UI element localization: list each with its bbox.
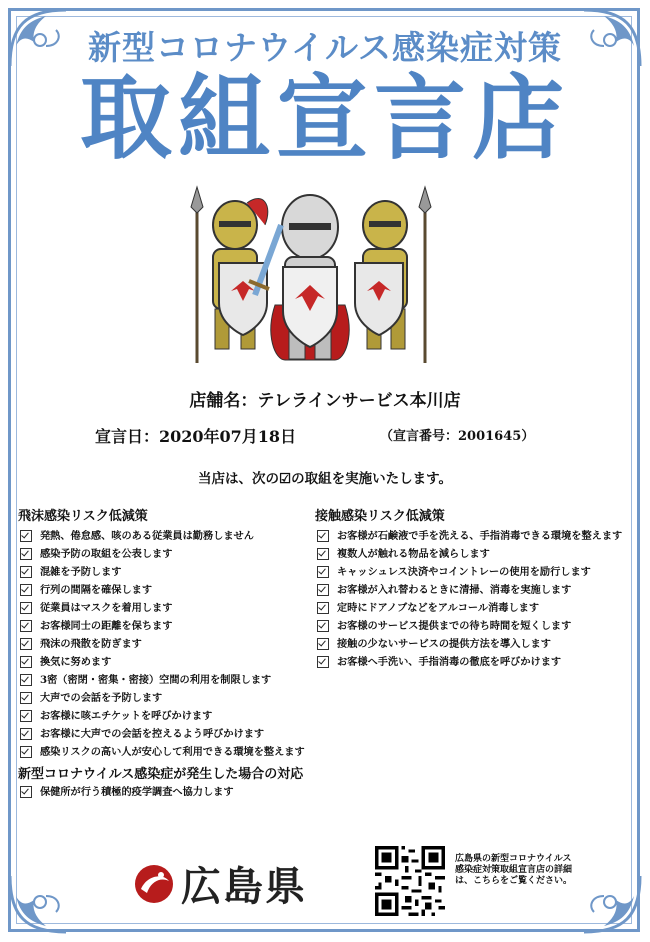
outbreak-heading: 新型コロナウイルス感染症が発生した場合の対応	[18, 767, 304, 782]
checkbox-checked-icon	[20, 692, 32, 704]
list-item: 感染予防の取組を公表します	[18, 545, 318, 563]
checkbox-checked-icon	[20, 656, 32, 668]
checkbox-checked-icon	[20, 548, 32, 560]
list-item: 感染リスクの高い人が安心して利用できる環境を整えます	[18, 743, 318, 761]
list-item: お客様へ手洗い、手指消毒の徹底を呼びかけます	[315, 653, 635, 671]
checkbox-checked-icon	[317, 584, 329, 596]
right-column	[315, 505, 635, 671]
checkbox-checked-icon	[20, 674, 32, 686]
list-item: キャッシュレス決済やコイントレーの使用を励行します	[315, 563, 635, 581]
corner-ornament	[574, 866, 644, 936]
checkbox-checked-icon	[317, 656, 329, 668]
logo-text: 広島県	[181, 863, 307, 910]
list-item: お客様が石鹸液で手を洗える、手指消毒できる環境を整えます	[315, 527, 635, 545]
left-column	[18, 505, 318, 801]
corner-ornament	[6, 866, 76, 936]
subtitle-heading: 新型コロナウイルス感染症対策	[87, 28, 563, 67]
list-item: 発熱、倦怠感、咳のある従業員は勤務しません	[18, 527, 318, 545]
contact-heading: 接触感染リスク低減策	[315, 509, 445, 524]
hiroshima-logo	[133, 855, 307, 912]
checkbox-checked-icon	[20, 786, 32, 798]
checkbox-checked-icon	[20, 584, 32, 596]
checkbox-checked-icon	[20, 710, 32, 722]
declaration-date: 宣言日：2020年07月18日	[95, 427, 297, 446]
list-item: お客様に大声での会話を控えるよう呼びかけます	[18, 725, 318, 743]
list-item: 3密（密閉・密集・密接）空間の利用を制限します	[18, 671, 318, 689]
list-item: 飛沫の飛散を防ぎます	[18, 635, 318, 653]
list-item: お客様同士の距離を保ちます	[18, 617, 318, 635]
list-item: 複数人が触れる物品を減らします	[315, 545, 635, 563]
checkbox-checked-icon	[20, 602, 32, 614]
list-item: お客様が入れ替わるときに清掃、消毒を実施します	[315, 581, 635, 599]
checkbox-checked-icon	[20, 638, 32, 650]
list-item: 大声での会話を予防します	[18, 689, 318, 707]
checkbox-checked-icon	[20, 620, 32, 632]
list-item: お客様に咳エチケットを呼びかけます	[18, 707, 318, 725]
checkbox-checked-icon	[20, 566, 32, 578]
declaration-number: （宣言番号：2001645）	[380, 429, 535, 444]
checkbox-checked-icon	[317, 602, 329, 614]
droplet-heading: 飛沫感染リスク低減策	[18, 509, 148, 524]
intro-text: 当店は、次の☑の取組を実施いたします。	[197, 471, 453, 487]
knights-illustration	[185, 185, 440, 365]
list-item: 混雑を予防します	[18, 563, 318, 581]
list-item: 換気に努めます	[18, 653, 318, 671]
checkbox-checked-icon	[20, 746, 32, 758]
list-item: 従業員はマスクを着用します	[18, 599, 318, 617]
checkbox-checked-icon	[317, 566, 329, 578]
qr-code[interactable]	[375, 846, 445, 916]
list-item: 行列の間隔を確保します	[18, 581, 318, 599]
hiroshima-emblem-icon	[133, 863, 175, 905]
list-item: お客様のサービス提供までの待ち時間を短くします	[315, 617, 635, 635]
checkbox-checked-icon	[20, 530, 32, 542]
list-item: 定時にドアノブなどをアルコール消毒します	[315, 599, 635, 617]
list-item: 保健所が行う積極的疫学調査へ協力します	[18, 783, 318, 801]
list-item: 接触の少ないサービスの提供方法を導入します	[315, 635, 635, 653]
page-title: 取組宣言店	[79, 64, 570, 172]
checkbox-checked-icon	[317, 530, 329, 542]
checkbox-checked-icon	[317, 548, 329, 560]
qr-note: 広島県の新型コロナウイルス感染症対策取組宣言店の詳細は、こちらをご覧ください。	[455, 854, 573, 886]
checkbox-checked-icon	[317, 638, 329, 650]
store-name: 店舗名：テレラインサービス本川店	[189, 391, 461, 411]
checkbox-checked-icon	[317, 620, 329, 632]
checkbox-checked-icon	[20, 728, 32, 740]
